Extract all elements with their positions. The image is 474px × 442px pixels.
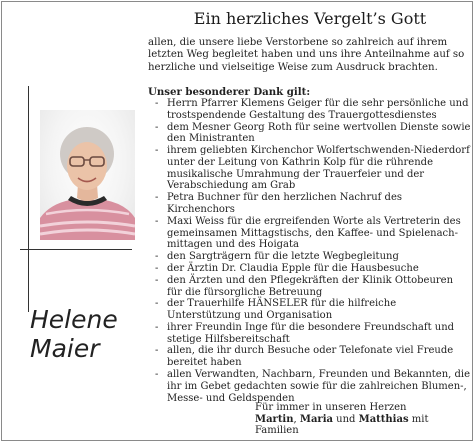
portrait-illustration [40, 110, 135, 240]
thanks-item: - der Trauerhilfe HÄNSELER für die hilfreiche Unterstützung und Organisation [155, 298, 471, 322]
thanks-item: - den Ärzten und den Pflegekräften der Klinik Ottobeuren für die fürsorgliche Betreuung [155, 275, 471, 299]
separator-und: und [332, 414, 359, 425]
intro-text: allen, die unsere liebe Verstorbene so zahlreich auf ihrem letzten Weg begleitet haben und uns ihre Anteilnahme auf so herzliche und vielseitige Weise zum Ausdruck brachten. [148, 37, 465, 73]
thanks-item: - Petra Buchner für den herzlichen Nachruf des Kirchenchors [155, 192, 471, 216]
thanks-item: - ihrem geliebten Kirchenchor Wolfertschwenden-Niederdorf unter der Leitung von Kathrin Kolp für die rührende musikalische Umrahmung der Trauerfeier und der Verabschiedung am Grab [155, 145, 471, 192]
family-name-martin: Martin [255, 414, 294, 425]
family-name-matthias: Matthias [358, 414, 409, 425]
thanks-list [155, 98, 471, 404]
family-name-maria: Maria [299, 414, 333, 425]
family-suffix: mit Familien [255, 414, 429, 436]
closing-line: Für immer in unseren Herzen [255, 402, 407, 413]
separator-comma: , [293, 414, 300, 425]
thanks-item: - Herrn Pfarrer Klemens Geiger für die sehr persönliche und trostspendende Gestaltung des Trauergottesdienstes [155, 98, 471, 122]
thanks-title: Unser besonderer Dank gilt: [148, 86, 311, 98]
thanks-item: - Maxi Weiss für die ergreifenden Worte als Vertreterin des gemeinsamen Mittagstischs, den Kaffee- und Spielenach-mittagen und des Hoigata [155, 216, 471, 251]
thanks-item: - allen Verwandten, Nachbarn, Freunden und Bekannten, die ihr im Gebet gedachten sowie für die zahlreichen Blumen-, Messe- und Geldspenden [155, 369, 471, 404]
cross-vertical-line [28, 86, 29, 312]
thanks-item: - der Ärztin Dr. Claudia Epple für die Hausbesuche [155, 263, 471, 275]
family-signature [255, 414, 474, 436]
thanks-item: - den Sargträgern für die letzte Wegbegleitung [155, 251, 471, 263]
thanks-item: - ihrer Freundin Inge für die besondere Freundschaft und stetige Hilfsbereitschaft [155, 322, 471, 346]
portrait-photo [40, 110, 135, 240]
thanks-item: - dem Mesner Georg Roth für seine wertvollen Dienste sowie den Ministranten [155, 122, 471, 146]
cross-horizontal-line [20, 249, 132, 250]
first-name: Helene [30, 305, 118, 334]
deceased-name [30, 305, 140, 363]
thanks-item: - allen, die ihr durch Besuche oder Telefonate viel Freude bereitet haben [155, 345, 471, 369]
last-name: Maier [30, 334, 100, 363]
notice-heading: Ein herzliches Vergelt’s Gott [193, 9, 427, 28]
